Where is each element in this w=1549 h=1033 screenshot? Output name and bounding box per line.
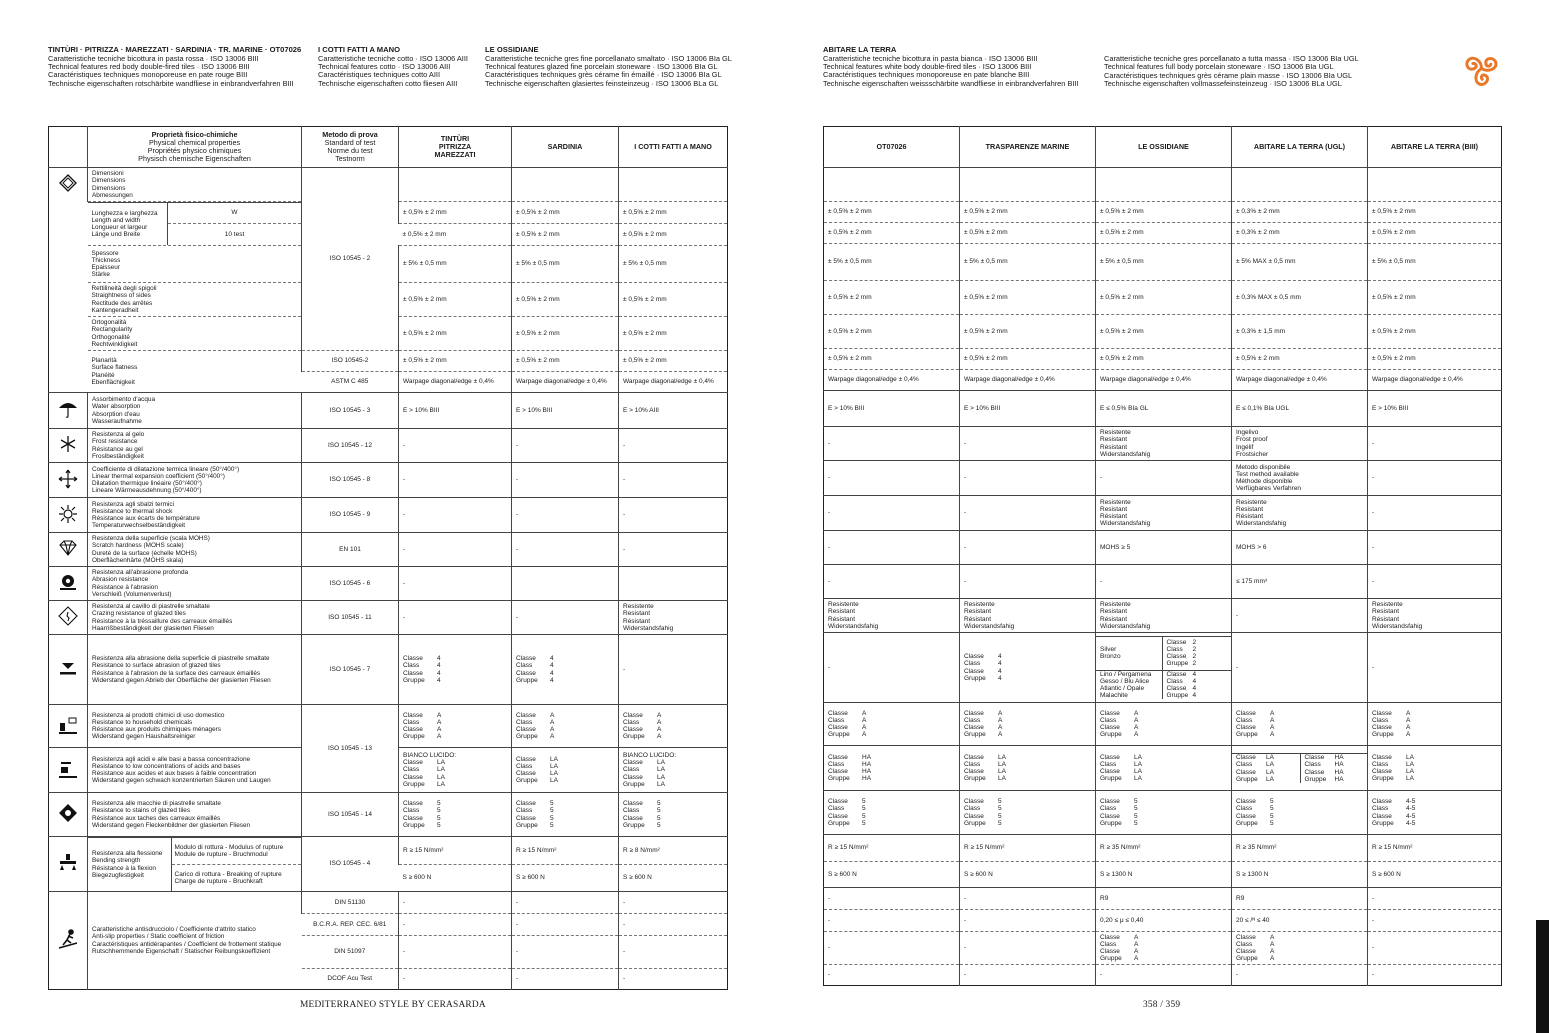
cell: S ≥ 600 N <box>402 874 432 882</box>
anti-slip-label: Caratteristiche antisdrucciolo / Coefficiente d'attrito statico Anti-slip properties / Static coefficient of friction Caractéristiques antidérapantes / Coefficient de frottement statique Rutschhemmende Eigenschaft / Statischer Reibungskoeffizient <box>88 892 302 990</box>
flatness-label: Planarità Surface flatness Planéité Ebenflächigkeit <box>91 357 138 386</box>
cell: ± 5% ± 0,5 mm <box>399 246 512 283</box>
cell: E > 10% BIII <box>399 393 512 429</box>
cell: ± 0,5% ± 2 mm <box>1368 223 1502 244</box>
thermal-expansion-label: Coefficiente di dilatazione termica lineare (50°/400°) Linear thermal expansion coefficient (50°/400°) Dilatation thermique linéaire (50°/400°) Lineare Wärmeausdehnung (50°/400°) <box>88 463 302 498</box>
method-iso3: ISO 10545 - 3 <box>302 393 399 429</box>
method-iso9: ISO 10545 - 9 <box>302 498 399 533</box>
col-header-sardinia: SARDINIA <box>512 127 619 168</box>
cell: - <box>828 971 831 979</box>
cell: - <box>512 914 619 936</box>
cell: - <box>399 463 512 498</box>
header-line: Caratteristiche tecniche bicottura in pasta rossa · ISO 13006 BIII <box>48 53 259 63</box>
header-line: Technische eigenschaften cotto fliesen AIII <box>318 78 458 88</box>
cell: - <box>619 463 728 498</box>
cell: Warpage diagonal/edge ± 0,4% <box>960 370 1096 391</box>
cell: ± 0,3% MAX ± 0,5 mm <box>1232 281 1368 315</box>
method-din51097: DIN 51097 <box>334 948 366 956</box>
cell: Classe 5 Class 5 Classe 5 Gruppe 5 <box>399 793 512 837</box>
cell: Classe 4 Class 4 Classe 4 Gruppe 4 <box>512 635 619 705</box>
cell: ± 5% ± 0,5 mm <box>1096 244 1232 281</box>
cell: BIANCO LUCIDO: Classe LA Class LA Classe LA Gruppe LA <box>399 748 512 793</box>
cell: - <box>619 635 728 705</box>
dimensions-icon <box>49 168 88 393</box>
cell: ± 0,5% ± 2 mm <box>399 351 512 372</box>
cell: - <box>828 474 831 482</box>
cell: - <box>828 439 831 447</box>
cell: E > 10% BIII <box>512 393 619 429</box>
cell: Warpage diagonal/edge ± 0,4% <box>512 372 619 393</box>
cell: - <box>1368 932 1502 965</box>
cell: ± 0,5% ± 2 mm <box>1368 349 1502 370</box>
right-spec-table <box>823 126 1502 986</box>
cell: Resistente Resistant Résistant Widerstandsfahig <box>1096 496 1232 531</box>
cell: - <box>1232 599 1368 633</box>
cell: ± 0,5% ± 2 mm <box>512 283 619 317</box>
cell: ≤ 175 mm³ <box>1232 565 1368 599</box>
cell: S ≥ 1300 N <box>1096 862 1232 888</box>
header-line: Caratteristiche tecniche gres porcellanato a tutta massa · ISO 13006 BIa UGL <box>1104 54 1359 63</box>
cell: Resistente Resistant Résistant Widerstandsfahig <box>828 601 879 630</box>
method-iso4: ISO 10545 - 4 <box>302 837 399 892</box>
cell: - <box>828 577 831 585</box>
method-iso7: ISO 10545 - 7 <box>302 635 399 705</box>
cell: - <box>512 969 619 990</box>
method-en101: EN 101 <box>302 533 399 567</box>
cell: - <box>619 914 728 936</box>
header-line: Technical features cotto · ISO 13006 AIII <box>318 62 451 71</box>
method-bcra: B.C.R.A. REP. CEC. 6/81 <box>313 920 387 928</box>
cell: R9 <box>1232 888 1368 910</box>
cell: ± 5% ± 0,5 mm <box>960 244 1096 281</box>
page-numbers: 358 / 359 <box>1143 1000 1181 1010</box>
left-spec-table <box>48 126 728 990</box>
header-line: Technical features red body double-fired tiles · ISO 13006 BIII <box>48 62 250 71</box>
breaking-label: Carico di rottura - Breaking of rupture Charge de rupture - Bruchkraft <box>174 870 282 885</box>
col-header-tinturi: TINTÙRI PITRIZZA MAREZZATI <box>399 127 512 168</box>
household-chemicals-label: Resistenza ai prodotti chimici di uso domestico Resistance to household chemicals Résistance aux produits chimiques ménagers Widerstand gegen Haushaltsreiniger <box>88 705 302 748</box>
cell: ± 0,5% ± 2 mm <box>619 317 728 351</box>
cell: Classe A Class A Classe A Gruppe A <box>1096 703 1232 746</box>
cell: - <box>1368 888 1502 910</box>
cell: Classe LA Class LA Classe LA Gruppe LA Classe HA Class HA Classe HA Gruppe HA <box>1232 746 1368 791</box>
cell: - <box>960 531 1096 565</box>
cell: - <box>399 498 512 533</box>
dimensions-label: Dimensioni Dimensions Dimensions Abmessungen <box>88 168 302 202</box>
footer-brand: MEDITERRANEO STYLE BY CERASARDA <box>300 1000 486 1010</box>
lino-label: Lino / Pergamena Gesso / Blu Alice Atlantic / Opale Malachite <box>1096 670 1162 699</box>
triskelion-logo <box>1460 47 1503 90</box>
cell: R ≥ 15 N/mm² <box>1368 835 1502 862</box>
cell: MOHS > 6 <box>1232 531 1368 565</box>
cell: - <box>399 969 512 990</box>
method-iso14: ISO 10545 - 14 <box>302 793 399 837</box>
cell: - <box>512 936 619 969</box>
header-title: ABITARE LA TERRA <box>823 45 897 54</box>
silver-bronzo-label: Silver Bronzo <box>1096 636 1162 670</box>
method-dcof: DCOF Acu Test <box>327 975 373 983</box>
col-header-cotti: I COTTI FATTI A MANO <box>619 127 728 168</box>
bending-cell <box>88 837 302 892</box>
cell: ± 0,5% ± 2 mm <box>960 223 1096 244</box>
cell: - <box>619 969 728 990</box>
col-header-abitare-biii: ABITARE LA TERRA (BIII) <box>1368 127 1502 168</box>
header-block-1 <box>48 46 301 88</box>
cell: ± 0,5% ± 2 mm <box>828 229 872 237</box>
cell: Classe A Class A Classe A Gruppe A <box>1096 932 1232 965</box>
cell: - <box>399 914 512 936</box>
cell: Warpage diagonal/edge ± 0,4% <box>1096 370 1232 391</box>
cell: - <box>960 427 1096 461</box>
cell: ± 5% ± 0,5 mm <box>1368 244 1502 281</box>
cell: - <box>399 601 512 635</box>
cell: Classe LA Class LA Classe LA Gruppe LA <box>960 746 1096 791</box>
cell: Resistente Resistant Résistant Widerstandsfahig <box>960 599 1096 633</box>
cell: - <box>512 601 619 635</box>
method-iso2: ISO 10545 - 2 <box>302 168 399 351</box>
method-astm: ASTM C 485 <box>331 378 369 386</box>
cell: MOHS ≥ 5 <box>1096 531 1232 565</box>
cell: - <box>1096 461 1232 496</box>
cell: ± 5% ± 0,5 mm <box>828 258 872 266</box>
cell: Resistente Resistant Résistant Widerstandsfahig <box>1232 496 1368 531</box>
cell: S ≥ 600 N <box>960 862 1096 888</box>
cell: Classe HA Class HA Classe HA Gruppe HA <box>828 753 872 783</box>
cell: 20 ≤ /ᴺ ≤ 40 <box>1232 910 1368 932</box>
bending-icon <box>49 837 88 892</box>
cell: ± 0,5% ± 2 mm <box>960 315 1096 349</box>
frost-label: Resistenza al gelo Frost resistance Résistance au gel Froslbeständigkeit <box>88 429 302 463</box>
cell: Warpage diagonal/edge ± 0,4% <box>619 372 728 393</box>
method-iso11: ISO 10545 - 11 <box>302 601 399 635</box>
cell: E ≤ 0,5% BIa GL <box>1096 391 1232 427</box>
cell: ± 0,5% ± 2 mm <box>1096 315 1232 349</box>
cell: Classe 5 Class 5 Classe 5 Gruppe 5 <box>828 798 866 827</box>
ossidiane-abrasion-cell <box>1096 633 1232 703</box>
cell: - <box>1368 461 1502 496</box>
cell: - <box>960 461 1096 496</box>
cell: ± 0,5% ± 2 mm <box>402 230 447 238</box>
cell: Classe A Class A Classe A Gruppe A <box>619 705 728 748</box>
cell: ± 0,5% ± 2 mm <box>1368 202 1502 223</box>
cell: - <box>960 565 1096 599</box>
cell: - <box>828 894 831 902</box>
stain-icon <box>49 793 88 837</box>
cell: - <box>1096 565 1232 599</box>
cell: Classe 5 Class 5 Classe 5 Gruppe 5 <box>512 793 619 837</box>
cell: ± 0,3% ± 2 mm <box>1232 202 1368 223</box>
cell: Warpage diagonal/edge ± 0,4% <box>399 372 512 393</box>
header-line: Technical features glazed fine porcelain stoneware · ISO 13006 BIa GL <box>485 62 718 71</box>
umbrella-icon <box>49 393 88 429</box>
cell: ± 0,5% ± 2 mm <box>619 351 728 372</box>
header-block-4 <box>823 46 1079 88</box>
header-title: LE OSSIDIANE <box>485 45 539 54</box>
cell: - <box>1232 965 1368 986</box>
cell: - <box>619 429 728 463</box>
surface-abrasion-label: Resistenza alla abrasione della superficie di piastrelle smaltate Resistance to surface abrasion of glazed tiles Résistance à l'abrasion de la surface des carreaux émaillés Widerstand gegen Abrieb der Oberfläche der glasierten Fliesen <box>88 635 302 705</box>
thermal-shock-icon <box>49 498 88 533</box>
cell: ± 0,5% ± 2 mm <box>1096 349 1232 370</box>
cell: Classe LA Class LA Classe LA Gruppe LA <box>512 748 619 793</box>
cell: ± 0,5% ± 2 mm <box>512 351 619 372</box>
cell: - <box>512 498 619 533</box>
header-line: Caratteristiche tecniche gres fine porcellanato smaltato · ISO 13006 BIa GL <box>485 53 732 63</box>
cell: ± 5% MAX ± 0,5 mm <box>1232 244 1368 281</box>
cell: - <box>619 936 728 969</box>
icon-header-cell <box>49 127 88 168</box>
cell: - <box>619 892 728 914</box>
col-header-trasparenze: TRASPARENZE MARINE <box>960 127 1096 168</box>
gear-icon <box>49 567 88 601</box>
col-header-abitare-ugl: ABITARE LA TERRA (UGL) <box>1232 127 1368 168</box>
page-edge-tab <box>1536 920 1549 1033</box>
cell: ± 0,3% ± 1,5 mm <box>1232 315 1368 349</box>
cell: R ≥ 15 N/mm² <box>828 844 869 852</box>
water-absorption-label: Assorbimento d'acqua Water absorption Absorption d'eau Wasseraufnahme <box>88 393 302 429</box>
method-iso2b: ISO 10545-2 <box>302 351 399 372</box>
header-line: Caractéristiques techniques monoporeuse en pate rouge BIII <box>48 70 248 80</box>
cell: Classe A Class A Classe A Gruppe A <box>512 705 619 748</box>
cell: - <box>828 916 831 924</box>
cell: ± 0,5% ± 2 mm <box>619 224 728 246</box>
cell: Warpage diagonal/edge ± 0,4% <box>1232 370 1368 391</box>
cell: E > 10% BIII <box>960 391 1096 427</box>
household-chemicals-icon <box>49 705 88 748</box>
cell: Classe 4 Class 4 Classe 4 Gruppe 4 <box>1166 670 1197 700</box>
snowflake-icon <box>49 429 88 463</box>
expansion-arrows-icon <box>49 463 88 498</box>
cell: ± 5% ± 0,5 mm <box>619 246 728 283</box>
cell: Classe A Class A Classe A Gruppe A <box>1368 703 1502 746</box>
cell: - <box>960 910 1096 932</box>
acids-label: Resistenza agli acidi e alle basi a bassa concentrazione Resistance to low concentrations of acids and bases Résistance aux acides et aux bases à faible concentration Widerstand gegen schwach konzentrierten Säuren und Laugen <box>88 748 302 793</box>
cell: - <box>960 965 1096 986</box>
cell: - <box>512 429 619 463</box>
mohs-label: Resistenza della superficie (scala MOHS) Scratch hardness (MOHS scale) Dureté de la surface (échelle MOHS) Oberflächenhärte (MOHS skala) <box>88 533 302 567</box>
cell: R ≥ 15 N/mm² <box>399 837 512 865</box>
header-line: Caractéristiques techniques grès cérame fin émaillé · ISO 13006 BIa GL <box>485 70 722 80</box>
col-header-ot07026: OT07026 <box>876 142 907 152</box>
cell: ± 0,5% ± 2 mm <box>512 317 619 351</box>
cell: - <box>960 932 1096 965</box>
cell: ± 0,5% ± 2 mm <box>512 224 619 246</box>
cell: E > 10% AIII <box>619 393 728 429</box>
cell: Classe A Class A Classe A Gruppe A <box>1232 932 1368 965</box>
deep-abrasion-label: Resistenza all'abrasione profonda Abrasion resistance Résistance à l'abrasion Verschleiß (Volumenverlust) <box>88 567 302 601</box>
cell: Metodo disponibile Test method available Méthode disponible Verfügbares Verfahren <box>1232 461 1368 496</box>
cell: R ≥ 35 N/mm² <box>1096 835 1232 862</box>
w-label: W <box>168 203 301 224</box>
cell: Classe 4 Class 4 Classe 4 Gruppe 4 <box>960 633 1096 703</box>
header-line: Caratteristiche tecniche cotto · ISO 13006 AIII <box>318 53 468 63</box>
cell: Resistente Resistant Résistant Widerstandsfahig <box>1368 599 1502 633</box>
cell: Classe A Class A Classe A Gruppe A <box>828 709 867 739</box>
cell: Classe A Class A Classe A Gruppe A <box>399 705 512 748</box>
cell: ± 0,5% ± 2 mm <box>512 202 619 224</box>
cell: Classe 4 Class 4 Classe 4 Gruppe 4 <box>399 635 512 705</box>
cell: ± 0,5% ± 2 mm <box>828 327 872 335</box>
cell: Resistente Resistant Résistant Widerstandsfahig <box>619 601 728 635</box>
cell: - <box>828 944 831 952</box>
cell: - <box>828 509 831 517</box>
cell: - <box>1096 965 1232 986</box>
cell: Resistente Resistant Résistant Widerstandsfahig <box>1096 599 1232 633</box>
cell <box>512 567 619 601</box>
cell: Classe LA Class LA Classe LA Gruppe LA <box>1096 746 1232 791</box>
cell: ± 0,5% ± 2 mm <box>399 317 512 351</box>
cell: ± 0,5% ± 2 mm <box>1232 349 1368 370</box>
cell: E ≤ 0,1% BIa UGL <box>1232 391 1368 427</box>
cell: ± 0,5% ± 2 mm <box>960 202 1096 223</box>
method-iso6: ISO 10545 - 6 <box>302 567 399 601</box>
cell: Classe 5 Class 5 Classe 5 Gruppe 5 <box>960 791 1096 835</box>
length-width-cell <box>88 202 302 246</box>
cell: - <box>399 429 512 463</box>
surface-abrasion-icon <box>49 635 88 705</box>
method-header: Metodo di prova Standard of test Norme du test Testnorm <box>302 127 399 168</box>
crazing-label: Resistenza al cavillo di piastrelle smaltate Crazing resistance of glazed tiles Résistance à la tréssaillure des carreaux émaillés Haarrißbeständigkeit der glasierten Fliesen <box>88 601 302 635</box>
cell: Classe 2 Class 2 Classe 2 Gruppe 2 <box>1166 638 1197 668</box>
cell: ± 0,5% ± 2 mm <box>1096 202 1232 223</box>
cell: 0,20 ≤ μ ≤ 0,40 <box>1096 910 1232 932</box>
cell: S ≥ 600 N <box>828 870 857 878</box>
cell: - <box>512 533 619 567</box>
cell: ± 5% ± 0,5 mm <box>512 246 619 283</box>
header-title: I COTTI FATTI A MANO <box>318 45 400 54</box>
cell: - <box>1368 496 1502 531</box>
cell: R ≥ 8 N/mm² <box>619 837 728 865</box>
header-block-3 <box>485 46 732 88</box>
method-iso8: ISO 10545 - 8 <box>302 463 399 498</box>
stains-label: Resistenza alle macchie di piastrelle smaltate Resistance to stains of glazed tiles Résistance aux taches des carreaux émaillés Widerstand gegen Fleckenbildner der glasierten Fliesen <box>88 793 302 837</box>
modulus-label: Modulo di rottura - Modulus of rupture Module de rupture - Bruchmodul <box>172 838 302 865</box>
cell: - <box>1368 633 1502 703</box>
cell: - <box>1368 531 1502 565</box>
cell: - <box>512 892 619 914</box>
cell: Classe 5 Class 5 Classe 5 Gruppe 5 <box>1096 791 1232 835</box>
cell: R ≥ 15 N/mm² <box>512 837 619 865</box>
cell: Classe A Class A Classe A Gruppe A <box>1232 703 1368 746</box>
cell: - <box>960 496 1096 531</box>
cell: BIANCO LUCIDO: Classe LA Class LA Classe LA Gruppe LA <box>619 748 728 793</box>
cell: E > 10% BIII <box>1368 391 1502 427</box>
cell: ± 0,5% ± 2 mm <box>619 202 728 224</box>
cell: ± 0,5% ± 2 mm <box>828 293 872 301</box>
cell: ± 0,5% ± 2 mm <box>1368 315 1502 349</box>
cell: Warpage diagonal/edge ± 0,4% <box>828 376 919 384</box>
cell: ± 0,5% ± 2 mm <box>960 349 1096 370</box>
cell: ± 0,5% ± 2 mm <box>399 202 512 224</box>
cell: - <box>1232 633 1368 703</box>
cell: - <box>399 567 512 601</box>
cell: - <box>1368 910 1502 932</box>
cell: R ≥ 35 N/mm² <box>1232 835 1368 862</box>
cell: ± 0,5% ± 2 mm <box>828 355 872 363</box>
bending-label: Resistenza alla flessione Bending strength Résistance à la flexion Biegezugfestigkeit <box>88 838 171 892</box>
straightness-label: Rettilineità degli spigoli Straightness of sides Rectitude des arrêtes Kantengeradheit <box>91 285 157 314</box>
cell: Ingelivo Frost proof Ingélif Frostsicher <box>1232 427 1368 461</box>
header-line: Caratteristiche tecniche bicottura in pasta bianca · ISO 13006 BIII <box>823 53 1038 63</box>
cell: - <box>399 936 512 969</box>
length-width-label: Lunghezza e larghezza Length and width Longueur et largeur Länge und Breite <box>88 203 168 246</box>
cell: ± 0,5% ± 2 mm <box>619 283 728 317</box>
cell: E > 10% BIII <box>828 404 865 412</box>
cell: S ≥ 600 N <box>1368 862 1502 888</box>
cell: - <box>828 663 831 671</box>
cell: Classe 5 Class 5 Classe 5 Gruppe 5 <box>1232 791 1368 835</box>
method-din51130: DIN 51130 <box>302 892 399 914</box>
cell: ± 0,5% ± 2 mm <box>1096 223 1232 244</box>
cell: - <box>1368 427 1502 461</box>
thickness-label: Spessore Thickness Epaisseur Stärke <box>91 249 121 279</box>
cell: S ≥ 1300 N <box>1232 862 1368 888</box>
cell: - <box>828 543 831 551</box>
thermal-shock-label: Resistenza agli sbalzi termici Resistance to thermal shock Résistance aux écarts de température Temperaturwechselbeständigkeit <box>88 498 302 533</box>
cell: Warpage diagonal/edge ± 0,4% <box>1368 370 1502 391</box>
cell: R9 <box>1096 888 1232 910</box>
cell: - <box>619 498 728 533</box>
header-line: Technische eigenschaften glasiertes feinsteinzeug · ISO 13006 BLa GL <box>485 78 719 88</box>
acid-icon <box>49 748 88 793</box>
cell: - <box>399 533 512 567</box>
ten-test-label: 10 test <box>224 230 245 238</box>
header-line: Caractéristiques techniques cotto AIII <box>318 70 441 80</box>
cell: Classe A Class A Classe A Gruppe A <box>960 703 1096 746</box>
cell: S ≥ 600 N <box>512 865 619 892</box>
cell: - <box>619 533 728 567</box>
cell: - <box>399 892 512 914</box>
header-line: Caractéristiques techniques grès cérame plain masse · ISO 13006 BIa UGL <box>1104 70 1353 80</box>
cell: Classe 5 Class 5 Classe 5 Gruppe 5 <box>619 793 728 837</box>
property-header: Proprietà fisico-chimiche Physical chemical properties Propriétés physico chimiques Physisch chemische Eigenschaften <box>88 127 302 168</box>
cell: ± 0,5% ± 2 mm <box>1368 281 1502 315</box>
cell: ± 0,5% ± 2 mm <box>960 281 1096 315</box>
rectangularity-label: Ortogonalità Rectangularity Orthogonalité Rechtwinkligkeit <box>91 319 138 348</box>
col-header-ossidiane: LE OSSIDIANE <box>1096 127 1232 168</box>
cell: R ≥ 15 N/mm² <box>960 835 1096 862</box>
header-line: Technische eigenschaften weissschärbite wandfliese in einbrandverfahren BIII <box>823 78 1079 88</box>
cell <box>619 567 728 601</box>
cell: ± 0,5% ± 2 mm <box>399 283 512 317</box>
cell: Resistente Resistant Résistant Widerstandsfahig <box>1096 427 1232 461</box>
header-title: TINTÙRI · PITRIZZA · MAREZZATI · SARDINIA · TR. MARINE · OT07026 <box>48 45 302 54</box>
header-line: Technische eigenschaften rotschärbite wandfliese in einbrandverfahren BIII <box>48 78 294 88</box>
cell: - <box>512 463 619 498</box>
header-line: Caractéristiques techniques monoporeuse en pate blanche BIII <box>823 70 1030 80</box>
header-line: Technical features full body porcelain stoneware · ISO 13006 BIa UGL <box>1104 62 1334 72</box>
method-iso12: ISO 10545 - 12 <box>302 429 399 463</box>
header-line: Technical features white body double-fired tiles · ISO 13006 BIII <box>823 62 1032 71</box>
diamond-icon <box>49 533 88 567</box>
header-block-2 <box>318 46 468 88</box>
cell: Classe 4-5 Class 4-5 Classe 4-5 Gruppe 4-5 <box>1368 791 1502 835</box>
cell: - <box>1368 565 1502 599</box>
cell: ± 0,5% ± 2 mm <box>1096 281 1232 315</box>
cell: - <box>1368 965 1502 986</box>
method-iso13: ISO 10545 - 13 <box>302 705 399 793</box>
cell: Classe LA Class LA Classe LA Gruppe LA <box>1368 746 1502 791</box>
cell: S ≥ 600 N <box>619 865 728 892</box>
header-line: Technische eigenschaften vollmassefeinsteinzeug · ISO 13006 BLa UGL <box>1104 78 1342 88</box>
header-block-5 <box>1104 55 1359 88</box>
slip-icon <box>49 892 88 990</box>
cell: ± 0,3% ± 2 mm <box>1232 223 1368 244</box>
cell: ± 0,5% ± 2 mm <box>828 208 872 216</box>
cell: - <box>960 888 1096 910</box>
crazing-icon <box>49 601 88 635</box>
